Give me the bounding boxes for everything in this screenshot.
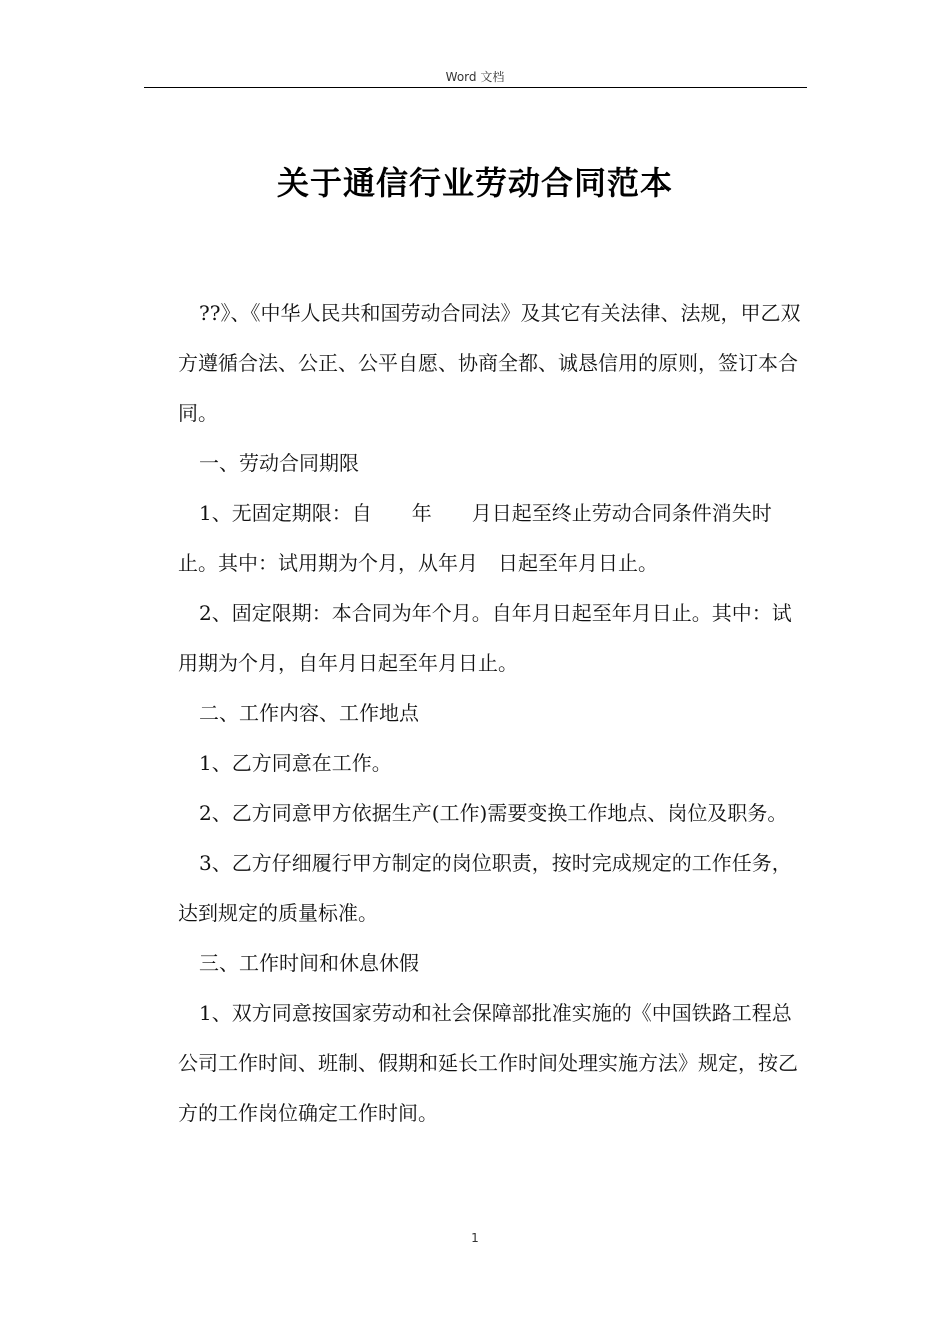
section-heading-hours: 三、工作时间和休息休假 [199, 951, 419, 975]
section-heading-term: 一、劳动合同期限 [199, 451, 359, 475]
paragraph-fixed-term: 2、固定限期：本合同为年个月。自年月日起至年月日止。其中：试用期为个月，自年月日起至年月日止。 [178, 601, 792, 675]
paragraph-work-1: 1、乙方同意在工作。 [199, 751, 392, 775]
page-header: Word 文档 [445, 70, 505, 84]
paragraph-indefinite-term: 1、无固定期限：自 年 月日起至终止劳动合同条件消失时止。其中：试用期为个月，从年月 日起至年月日止。 [178, 501, 772, 575]
paragraph-intro: ??》、《中华人民共和国劳动合同法》及其它有关法律、法规，甲乙双方遵循合法、公正、公平自愿、协商全都、诚恳信用的原则，签订本合同。 [178, 301, 801, 425]
paragraph-work-3: 3、乙方仔细履行甲方制定的岗位职责，按时完成规定的工作任务，达到规定的质量标准。 [178, 851, 792, 925]
document-title: 关于通信行业劳动合同范本 [276, 164, 673, 202]
page-number: 1 [471, 1231, 479, 1245]
section-heading-work: 二、工作内容、工作地点 [199, 701, 419, 725]
paragraph-work-2: 2、乙方同意甲方依据生产(工作)需要变换工作地点、岗位及职务。 [199, 801, 788, 825]
document-body [178, 288, 808, 1138]
header-divider [144, 87, 807, 88]
paragraph-hours-1: 1、双方同意按国家劳动和社会保障部批准实施的《中国铁路工程总公司工作时间、班制、假期和延长工作时间处理实施方法》规定，按乙方的工作岗位确定工作时间。 [178, 1001, 798, 1125]
